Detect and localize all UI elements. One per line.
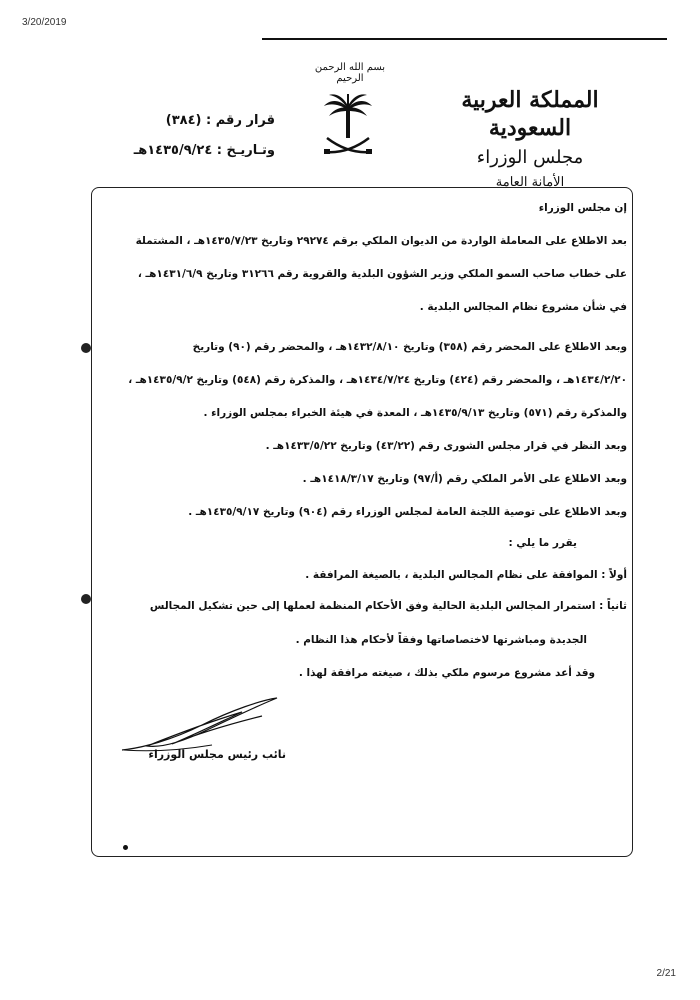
body-line: أولاً : الموافقة على نظام المجالس البلدية ، بالصيغة المرافقة . [305,569,627,581]
basmala: بسم الله الرحمن الرحيم [314,62,386,84]
kingdom-title: المملكة العربية السعودية [461,87,599,141]
top-rule [262,38,667,40]
print-date: 3/20/2019 [22,17,67,28]
decision-number: قرار رقم : (٣٨٤) [165,113,275,128]
body-line: بعد الاطلاع على المعاملة الواردة من الديوان الملكي برقم ٢٩٢٧٤ وتاريخ ١٤٣٥/٧/٢٣هـ ، المشتملة [135,235,627,247]
decision-date: وتـاريـخ : ١٤٣٥/٩/٢٤هـ [133,143,275,158]
body-line: ١٤٣٤/٢/٢٠هـ ، والمحضر رقم (٤٢٤) وتاريخ ١٤٣٤/٧/٢٤هـ ، والمذكرة رقم (٥٤٨) وتاريخ ١٤٣٥/٩/٢هـ ، [128,374,627,386]
decision-info [95,111,275,171]
council-title: مجلس الوزراء [476,147,584,168]
signer-title: نائب رئيس مجلس الوزراء [148,748,286,761]
mark-dot [123,845,128,850]
body-line: يقرر ما يلي : [508,537,577,549]
body-line: والمذكرة رقم (٥٧١) وتاريخ ١٤٣٥/٩/١٣هـ ، المعدة في هيئة الخبراء بمجلس الوزراء . [203,407,627,419]
saudi-emblem-icon [321,92,375,160]
page-number: 2/21 [656,968,676,979]
body-line: إن مجلس الوزراء [538,202,627,214]
body-line: الجديدة ومباشرتها لاختصاصاتها وفقاً لأحكام هذا النظام . [295,634,587,646]
body-line: وقد أعد مشروع مرسوم ملكي بذلك ، صيغته مرافقة لهذا . [298,667,595,679]
punch-hole [81,343,91,353]
body-line: وبعد النظر في قرار مجلس الشورى رقم (٤٣/٢٢) وتاريخ ١٤٣٣/٥/٢٢هـ . [265,440,627,452]
body-line: على خطاب صاحب السمو الملكي وزير الشؤون البلدية والقروية رقم ٣١٢٦٦ وتاريخ ١٤٣١/٦/٩هـ ، [137,268,627,280]
punch-hole [81,594,91,604]
secretariat-title: الأمانة العامة [495,175,565,190]
body-line: وبعد الاطلاع على المحضر رقم (٣٥٨) وتاريخ ١٤٣٢/٨/١٠هـ ، والمحضر رقم (٩٠) وتاريخ [192,341,627,353]
body-line: وبعد الاطلاع على الأمر الملكي رقم (أ/٩٧) وتاريخ ١٤١٨/٣/١٧هـ . [302,473,627,485]
body-line: ثانياً : استمرار المجالس البلدية الحالية وفق الأحكام المنظمة لعملها إلى حين تشكيل المجالس [149,600,627,612]
letterhead [445,86,615,192]
body-line: في شأن مشروع نظام المجالس البلدية . [419,301,627,313]
body-line: وبعد الاطلاع على توصية اللجنة العامة لمجلس الوزراء رقم (٩٠٤) وتاريخ ١٤٣٥/٩/١٧هـ . [188,506,627,518]
